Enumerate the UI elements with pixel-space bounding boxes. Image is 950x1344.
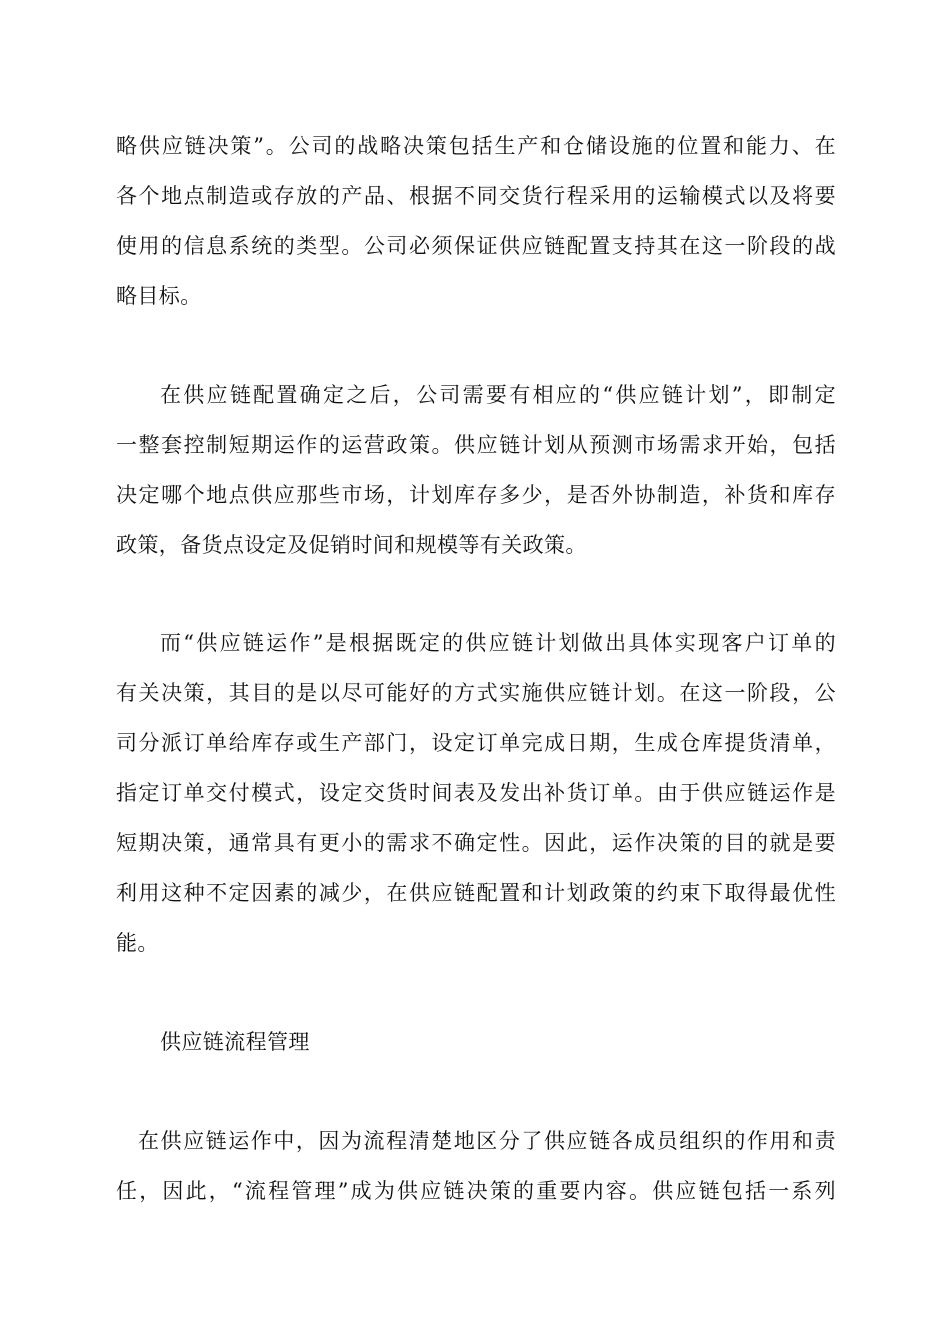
paragraph-2-line-1: 在供应链配置确定之后，公司需要有相应的“供应链计划”，即制定 xyxy=(160,383,836,407)
paragraph-2-line-2: 一整套控制短期运作的运营政策。供应链计划从预测市场需求开始，包括 xyxy=(116,433,836,457)
paragraph-1-line-1: 略供应链决策”。公司的战略决策包括生产和仓储设施的位置和能力、在 xyxy=(116,134,836,158)
paragraph-1-line-4: 略目标。 xyxy=(116,284,202,308)
paragraph-2-line-3: 决定哪个地点供应那些市场，计划库存多少，是否外协制造，补货和库存 xyxy=(116,483,836,507)
paragraph-5-line-1: 在供应链运作中，因为流程清楚地区分了供应链各成员组织的作用和责 xyxy=(138,1129,836,1153)
paragraph-3-line-2: 有关决策，其目的是以尽可能好的方式实施供应链计划。在这一阶段，公 xyxy=(116,681,836,705)
paragraph-3-line-5: 短期决策，通常具有更小的需求不确定性。因此，运作决策的目的就是要 xyxy=(116,831,836,855)
paragraph-3-line-3: 司分派订单给库存或生产部门，设定订单完成日期，生成仓库提货清单， xyxy=(116,731,836,755)
paragraph-3-line-4: 指定订单交付模式，设定交货时间表及发出补货订单。由于供应链运作是 xyxy=(116,781,836,805)
paragraph-5-line-2: 任，因此，“流程管理”成为供应链决策的重要内容。供应链包括一系列 xyxy=(116,1179,836,1203)
paragraph-1-line-2: 各个地点制造或存放的产品、根据不同交货行程采用的运输模式以及将要 xyxy=(116,184,836,208)
section-heading: 供应链流程管理 xyxy=(160,1030,310,1054)
paragraph-3-line-7: 能。 xyxy=(116,931,159,955)
paragraph-1-line-3: 使用的信息系统的类型。公司必须保证供应链配置支持其在这一阶段的战 xyxy=(116,234,836,258)
paragraph-2-line-4: 政策，备货点设定及促销时间和规模等有关政策。 xyxy=(116,533,587,557)
paragraph-3-line-1: 而“供应链运作”是根据既定的供应链计划做出具体实现客户订单的 xyxy=(160,631,836,655)
paragraph-3-line-6: 利用这种不定因素的减少，在供应链配置和计划政策的约束下取得最优性 xyxy=(116,881,836,905)
